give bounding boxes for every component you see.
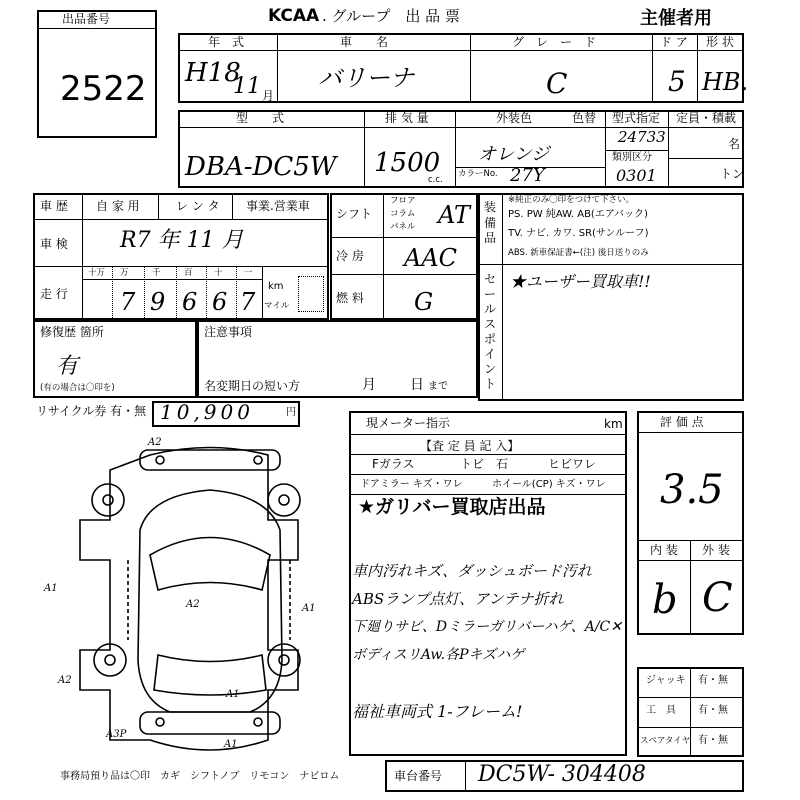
inspector-header: 【査 定 員 記 入】 xyxy=(420,439,520,453)
mileage-digit-4: 7 xyxy=(240,288,256,316)
mirror-label: ドアミラー キズ・ワレ xyxy=(360,479,463,490)
mileage-label: 走 行 xyxy=(40,287,68,301)
damage-mark-center: A2 xyxy=(186,599,200,610)
exterior-label: 外 装 xyxy=(702,543,730,557)
damage-mark-rear-left: A3P xyxy=(106,729,127,740)
tools-label: 工 具 xyxy=(646,705,676,716)
capacity-unit-persons: 名 xyxy=(728,137,741,151)
digit-header-0: 十万 xyxy=(88,268,106,278)
lot-number: 2522 xyxy=(60,69,147,109)
organizer-label: 主催者用 xyxy=(640,8,712,29)
tools-choice: 有・無 xyxy=(698,705,728,716)
aircon-value: AAC xyxy=(404,244,458,272)
glass-opt-crack: ヒビワレ xyxy=(548,457,597,471)
inspector-note-2: ABSランプ点灯、アンテナ折れ xyxy=(352,590,564,608)
doors-value: 5 xyxy=(668,65,686,98)
equipment-line2: TV. ナビ. カワ. SR(サンルーフ) xyxy=(508,228,649,239)
mile-label: マイル xyxy=(264,301,290,311)
brand-logo: KCAA xyxy=(268,6,320,26)
category-value: 0301 xyxy=(616,166,657,185)
month-value: 11 xyxy=(233,74,261,99)
wheel-label: ホイール(CP) キズ・ワレ xyxy=(492,479,606,490)
aircon-label: 冷 房 xyxy=(336,249,364,263)
mileage-digit-2: 6 xyxy=(182,288,198,316)
repair-sub: (有の場合は〇印を) xyxy=(40,383,115,393)
inspector-bottom-note: 福祉車両式 1-フレーム! xyxy=(352,702,523,721)
grade-label: グ レ ー ド xyxy=(512,35,597,49)
lot-label: 出品番号 xyxy=(62,12,111,26)
doors-label: ド ア xyxy=(660,35,688,49)
office-items: 事務局預り品は〇印 カギ シフトノブ リモコン ナビロム xyxy=(60,771,340,782)
color-no-label: カラーNo. xyxy=(458,169,498,179)
inspector-note-3: 下廻りサビ、Dミラーガリバーハゲ、A/C✕ xyxy=(352,619,622,635)
digit-header-1: 万 xyxy=(120,268,129,278)
score-label: 評 価 点 xyxy=(660,415,704,429)
glass-label: Fガラス xyxy=(372,457,415,471)
equipment-line3: ABS. 新車保証書←(注) 後日送りのみ xyxy=(508,248,649,258)
notes-label: 注意事項 xyxy=(204,325,253,339)
model-value: DBA-DC5W xyxy=(185,152,337,182)
digit-header-5: 一 xyxy=(244,268,253,278)
displacement-value: 1500 xyxy=(374,148,441,178)
damage-mark-right: A1 xyxy=(302,603,316,614)
interior-value: b xyxy=(652,577,678,623)
color-label: 外装色 xyxy=(496,111,533,125)
chassis-label: 車台番号 xyxy=(394,769,443,783)
equipment-side-label: 装備品 xyxy=(484,200,497,246)
history-rental: レ ン タ xyxy=(176,199,220,213)
body-value: HB. xyxy=(702,68,749,96)
repair-value: 有 xyxy=(56,354,79,379)
digit-header-2: 千 xyxy=(152,268,161,278)
capacity-unit-tons: トン xyxy=(720,167,745,181)
mileage-digit-1: 9 xyxy=(150,288,166,316)
digit-header-4: 十 xyxy=(214,268,223,278)
meter-label: 現メーター指示 xyxy=(366,416,451,430)
shift-value: AT xyxy=(438,201,471,229)
shift-option-column: コラム xyxy=(390,209,416,219)
shift-option-panel: パネル xyxy=(390,222,416,232)
interior-label: 内 装 xyxy=(650,543,678,557)
meter-unit: km xyxy=(604,417,623,431)
capacity-label: 定員・積載 xyxy=(676,111,737,125)
spare-label: スペアタイヤ xyxy=(640,736,691,746)
jack-label: ジャッキ xyxy=(646,675,686,686)
sales-point-value: ★ユーザー買取車!! xyxy=(510,272,651,291)
type-designation-value: 24733 xyxy=(618,128,666,146)
equipment-line1: PS. PW 純AW. AB(エアバック) xyxy=(508,209,648,220)
displacement-label: 排 気 量 xyxy=(385,111,429,125)
shift-label: シフト xyxy=(336,207,373,221)
name-label: 車 名 xyxy=(340,35,389,49)
category-label: 類別区分 xyxy=(612,152,652,163)
mileage-digit-0: 7 xyxy=(120,288,136,316)
exterior-value: C xyxy=(702,575,733,621)
fuel-value: G xyxy=(414,288,434,316)
history-label: 車 歴 xyxy=(40,199,68,213)
form-title: . グループ 出 品 票 xyxy=(322,7,460,25)
damage-mark-rear-right: A1 xyxy=(226,689,240,700)
displacement-unit: c.c. xyxy=(428,175,443,185)
color-value: オレンジ xyxy=(478,144,550,165)
deadline-month: 月 xyxy=(362,377,376,393)
grade-value: C xyxy=(546,67,568,100)
fuel-label: 燃 料 xyxy=(336,291,364,305)
inspection-value: R7 年 11 月 xyxy=(120,228,244,253)
damage-mark-left: A1 xyxy=(44,583,58,594)
deadline-until: まで xyxy=(428,381,448,392)
sales-point-label: セールスポイント xyxy=(484,272,497,391)
glass-opt-stone: 石 xyxy=(496,457,509,471)
shift-option-floor: フロア xyxy=(390,196,416,206)
recycle-value: 10,900 xyxy=(160,400,254,424)
repair-label: 修復歴 箇所 xyxy=(40,325,104,339)
deadline-label: 名変期日の短い方 xyxy=(204,379,301,393)
glass-opt-chip: トビ xyxy=(460,457,485,471)
score-value: 3.5 xyxy=(660,467,724,513)
inspection-label: 車 検 xyxy=(40,237,68,251)
history-business: 事業.営業車 xyxy=(246,199,310,213)
damage-mark-top: A2 xyxy=(148,437,162,448)
chassis-value: DC5W- 304408 xyxy=(478,762,646,787)
gulliver-stamp: ★ガリバー買取店出品 xyxy=(358,496,546,518)
recycle-label: リサイクル券 有・無 xyxy=(36,404,147,418)
body-label: 形 状 xyxy=(706,35,734,49)
deadline-day: 日 xyxy=(410,377,424,393)
recycle-unit: 円 xyxy=(286,407,296,418)
inspector-note-1: 車内汚れキズ、ダッシュボード汚れ xyxy=(352,562,592,580)
km-label: km xyxy=(268,281,284,292)
model-label: 型 式 xyxy=(236,111,285,125)
year-value: H18 xyxy=(185,58,241,88)
inspector-note-4: ボディスリAw.各Pキズハゲ xyxy=(352,647,525,663)
spare-choice: 有・無 xyxy=(698,735,728,746)
history-private: 自 家 用 xyxy=(96,199,140,213)
digit-header-3: 百 xyxy=(184,268,193,278)
type-designation-label: 型式指定 xyxy=(612,111,661,125)
mileage-digit-3: 6 xyxy=(212,288,228,316)
damage-mark-rear: A1 xyxy=(224,739,238,750)
damage-mark-left-low: A2 xyxy=(58,675,72,686)
color-change-label: 色替 xyxy=(572,111,597,125)
color-no-value: 27Y xyxy=(510,165,545,186)
month-unit: 月 xyxy=(262,89,275,103)
equipment-note: ※純正のみ〇印をつけて下さい。 xyxy=(508,195,635,205)
name-value: バリーナ xyxy=(318,64,414,92)
jack-choice: 有・無 xyxy=(698,675,728,686)
year-label: 年 式 xyxy=(208,35,245,49)
